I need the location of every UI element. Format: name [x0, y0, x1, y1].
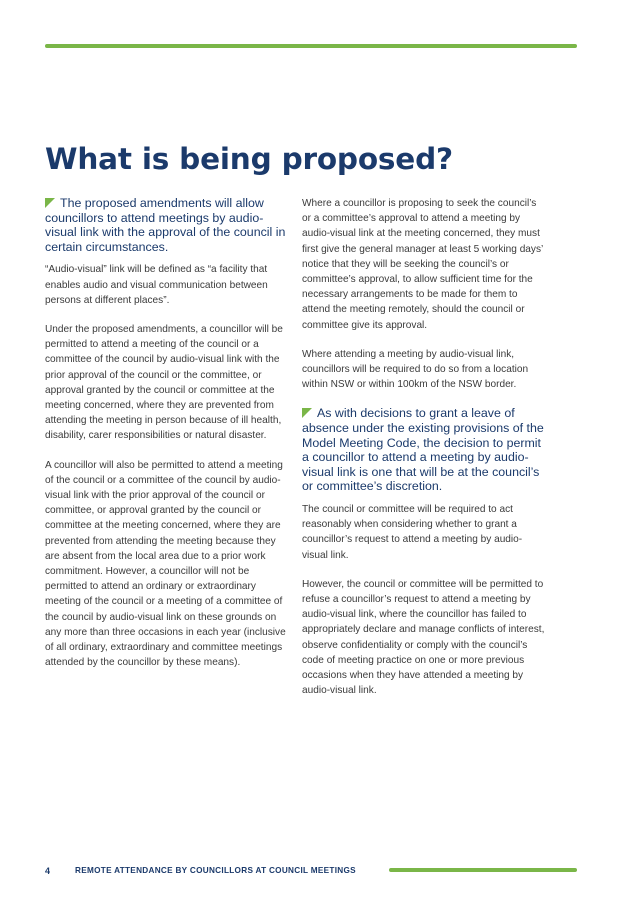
- right-paragraph-2: Where attending a meeting by audio-visual link, councillors will be required to do so from a location within NSW or within 100km of the NSW border.: [302, 348, 529, 391]
- right-paragraph-4: However, the council or committee will be permitted to refuse a councillor’s request to attend a meeting by audio-visual link, where the councillor has failed to appropriately declare and manage conflicts of interest, observe confidentiality or comply with the council’s code of meeting practice on one or more previous occasions when they have attended a meeting by audio-visual link.: [302, 578, 545, 697]
- callout-triangle-icon: [45, 198, 55, 208]
- page-title: What is being proposed?: [45, 142, 453, 176]
- callout-left-text: The proposed amendments will allow councillors to attend meetings by audio-visual link with the approval of the council in certain circumstances.: [45, 196, 286, 254]
- left-column: [45, 196, 287, 670]
- callout-left: [45, 196, 287, 254]
- callout-right: [302, 406, 547, 494]
- right-paragraph-3: The council or committee will be required to act reasonably when considering whether to grant a councillor’s request to attend a meeting by audio-visual link.: [302, 504, 523, 561]
- left-paragraph-1: “Audio-visual” link will be defined as “a facility that enables audio and visual communication between persons at different places”.: [45, 264, 268, 306]
- right-paragraph-1: Where a councillor is proposing to seek the council’s or a committee’s approval to attend a meeting by audio-visual link at the meeting concerned, they must first give the general manager at least 5 working days’ notice that they will be seeking the council’s or committee’s approval, to allow sufficient time for the necessary arrangements to be made for them to attend the meeting remotely, should the council or committee give its approval.: [302, 198, 543, 331]
- right-column: [302, 196, 547, 698]
- left-paragraph-3: A councillor will also be permitted to attend a meeting of the council or a committee of the council by audio-visual link with the prior approval of the council or committee, or approval granted by the council or committee at the meeting concerned, where they are prevented from attending the meeting because they are absent from the local area due to a prior work commitment. However, a councillor will not be permitted to attend an ordinary or extraordinary meeting of the council or a meeting of a committee of the council by audio-visual link on these grounds on any more than three occasions in each year (inclusive of all ordinary, extraordinary and committee meetings attended by the councillor by these means).: [45, 459, 286, 669]
- page-number: 4: [45, 866, 51, 876]
- footer-divider: [389, 868, 577, 872]
- callout-right-text: As with decisions to grant a leave of absence under the existing provisions of the Model Meeting Code, the decision to permit a councillor to attend a meeting by audio-visual link is one that will be at the council’s or committee’s discretion.: [302, 406, 544, 494]
- top-divider: [45, 44, 577, 48]
- footer-title: REMOTE ATTENDANCE BY COUNCILLORS AT COUNCIL MEETINGS: [75, 866, 356, 875]
- left-paragraph-2: Under the proposed amendments, a councillor will be permitted to attend a meeting of the council or a committee of the council by audio-visual link with the prior approval of the council or the committee, or approval granted by the council or committee at the meeting concerned, where they are prevented from attending the meeting in person because of ill health, disability, carer responsibilities or natural disaster.: [45, 323, 283, 442]
- callout-triangle-icon: [302, 408, 312, 418]
